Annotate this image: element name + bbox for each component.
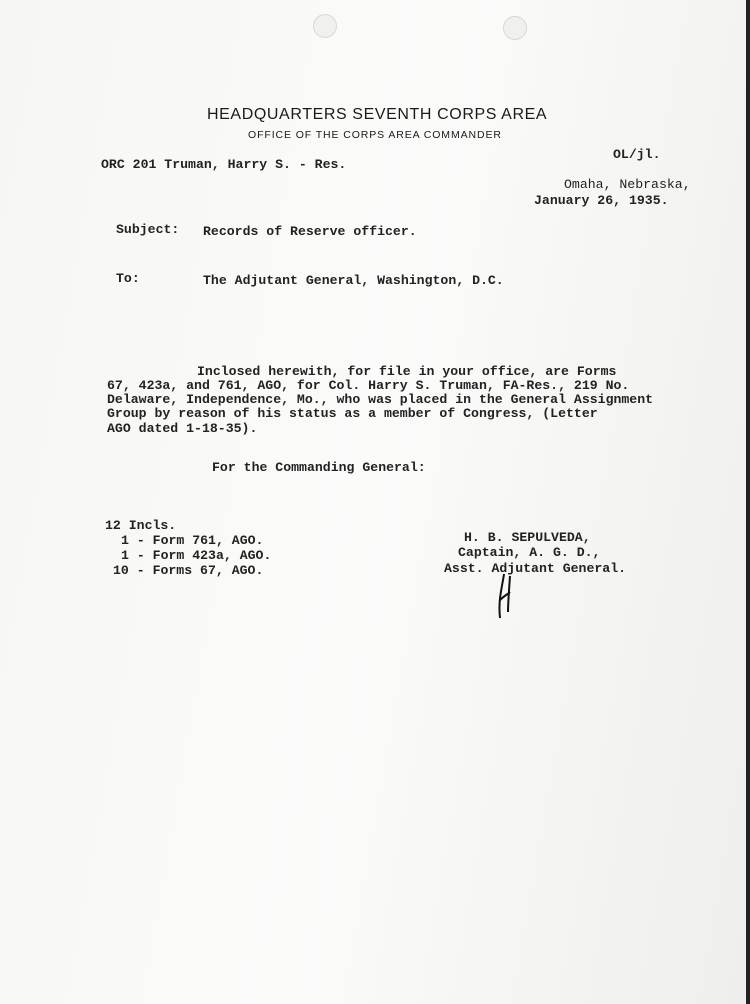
- body-line: Inclosed herewith, for file in your office, are Forms: [197, 364, 617, 379]
- scan-edge: [746, 0, 750, 1004]
- handwritten-initial-signature: [490, 570, 520, 622]
- signer-rank: Captain, A. G. D.,: [458, 545, 601, 560]
- enclosure-item: 1 - Form 423a, AGO.: [121, 548, 272, 563]
- body-line: Delaware, Independence, Mo., who was placed in the General Assignment: [107, 392, 654, 407]
- subject-label: Subject:: [116, 222, 180, 237]
- place: Omaha, Nebraska,: [564, 177, 691, 192]
- to-label: To:: [116, 271, 140, 286]
- enclosures-header: 12 Incls.: [105, 518, 177, 533]
- body-line: 67, 423a, and 761, AGO, for Col. Harry S. Truman, FA-Res., 219 No.: [107, 378, 630, 393]
- enclosure-item: 1 - Form 761, AGO.: [121, 533, 264, 548]
- to-recipient: The Adjutant General, Washington, D.C.: [203, 273, 504, 288]
- closing: For the Commanding General:: [212, 460, 426, 475]
- body-line: AGO dated 1-18-35).: [107, 421, 258, 436]
- enclosure-item: 10 - Forms 67, AGO.: [113, 563, 264, 578]
- body-line: Group by reason of his status as a member of Congress, (Letter: [107, 406, 598, 421]
- subject: Records of Reserve officer.: [203, 224, 417, 239]
- signer-title: Asst. Adjutant General.: [444, 561, 627, 576]
- punch-hole: [313, 14, 337, 38]
- initials-reference: OL/jl.: [613, 147, 661, 162]
- date: January 26, 1935.: [534, 193, 669, 208]
- letterhead-title: HEADQUARTERS SEVENTH CORPS AREA: [207, 106, 548, 123]
- letterhead-subtitle: OFFICE OF THE CORPS AREA COMMANDER: [248, 129, 502, 141]
- signer-name: H. B. SEPULVEDA,: [464, 530, 591, 545]
- punch-hole: [503, 16, 527, 40]
- file-reference: ORC 201 Truman, Harry S. - Res.: [101, 157, 347, 172]
